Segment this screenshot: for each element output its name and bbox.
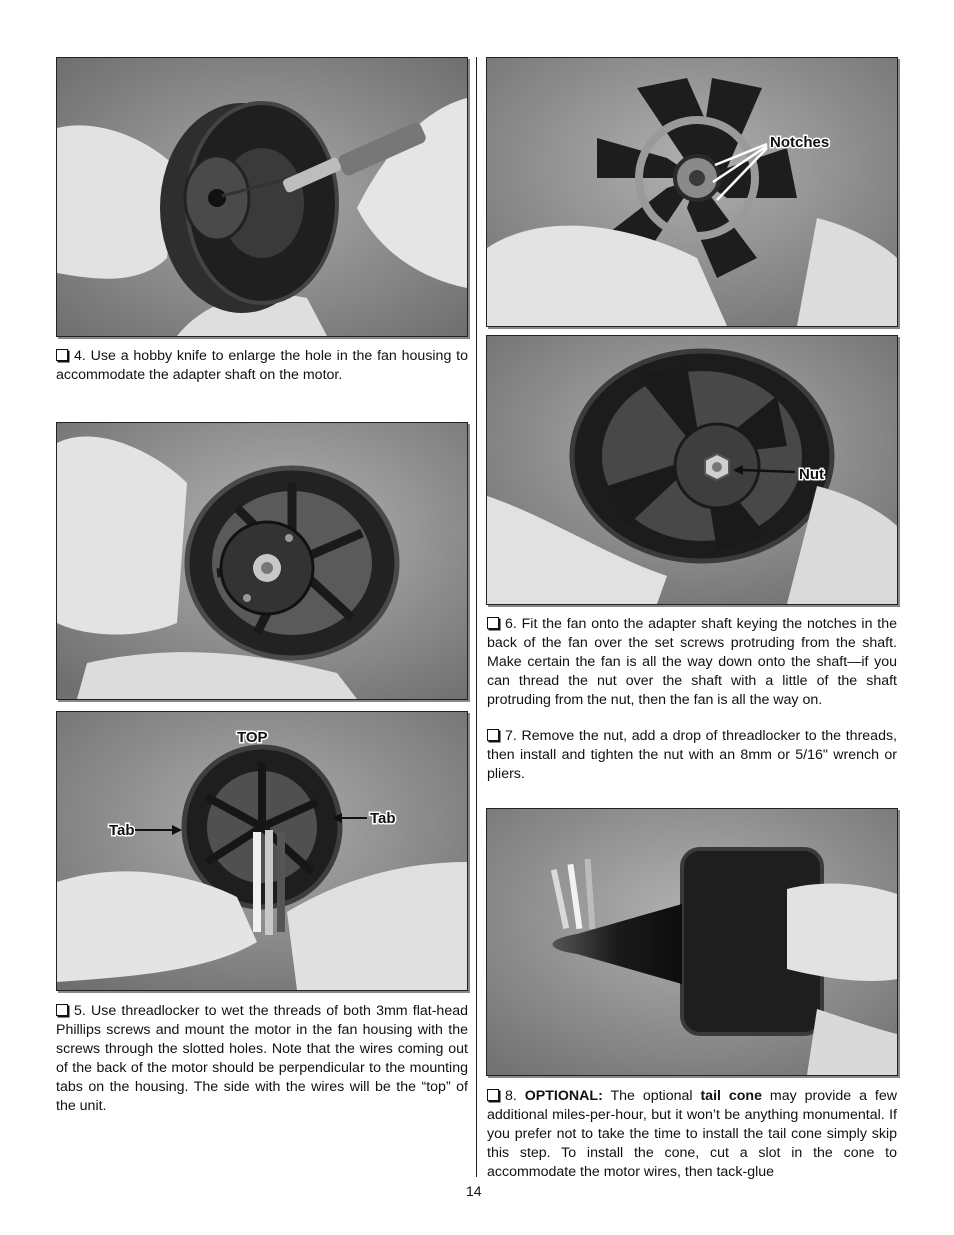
- step-8-num: 8.: [505, 1088, 517, 1104]
- photo-step-5-tabs: [56, 711, 468, 991]
- photo-step-6-notches: [486, 57, 898, 327]
- photo-step-6-nut: [486, 335, 898, 605]
- checkbox-icon[interactable]: [487, 617, 499, 629]
- column-divider: [476, 57, 477, 1177]
- step-5-text: 5. Use threadlocker to wet the threads of both 3mm flat-head Phillips screws and mount the motor in the fan housing with the screws through the slotted holes. Note that the wires coming out of the back of the motor should be perpendicular to the mounting tabs on the housing. The side with the wires will be the “top” of the unit.: [56, 1003, 468, 1114]
- step-7-caption: [487, 727, 897, 784]
- callout-tab-right: Tab: [370, 810, 396, 827]
- step-8-optional-label: OPTIONAL:: [524, 1088, 603, 1104]
- checkbox-icon[interactable]: [56, 349, 68, 361]
- checkbox-icon[interactable]: [487, 729, 499, 741]
- callout-top: TOP: [237, 729, 268, 746]
- callout-nut: Nut: [799, 466, 824, 483]
- step-6-caption: [487, 615, 897, 710]
- page-number: 14: [466, 1183, 482, 1199]
- photo-step-5-motor: [56, 422, 468, 700]
- step-6-text: 6. Fit the fan onto the adapter shaft keying the notches in the back of the fan over the set screws protruding from the shaft. Make certain the fan is all the way down onto the shaft—if you can thread the nut over the shaft with a little of the shaft protruding from the nut, then the fan is all the way on.: [487, 616, 897, 708]
- photo-step-4: [56, 57, 468, 337]
- step-4-caption: [56, 347, 468, 385]
- photo-step-8-tail-cone: [486, 808, 898, 1076]
- step-8-mid: The optional: [602, 1088, 701, 1104]
- checkbox-icon[interactable]: [487, 1089, 499, 1101]
- step-5-caption: [56, 1002, 468, 1116]
- step-8-caption: [487, 1087, 897, 1182]
- step-4-text: 4. Use a hobby knife to enlarge the hole in the fan housing to accommodate the adapter shaft on the motor.: [56, 348, 468, 383]
- step-8-tail-cone-label: tail cone: [700, 1088, 762, 1104]
- callout-notches: Notches: [770, 134, 830, 151]
- callout-tab-left: Tab: [109, 822, 135, 839]
- checkbox-icon[interactable]: [56, 1004, 68, 1016]
- step-8-rest: may provide a few additional miles-per-hour, but it won’t be anything monumental. If you prefer not to take the time to install the tail cone simply skip this step. To install the cone, cut a slot in the cone to accommodate the motor wires, then tack-glue: [487, 1088, 897, 1180]
- step-7-text: 7. Remove the nut, add a drop of threadlocker to the threads, then install and tighten the nut with an 8mm or 5/16" wrench or pliers.: [487, 728, 897, 782]
